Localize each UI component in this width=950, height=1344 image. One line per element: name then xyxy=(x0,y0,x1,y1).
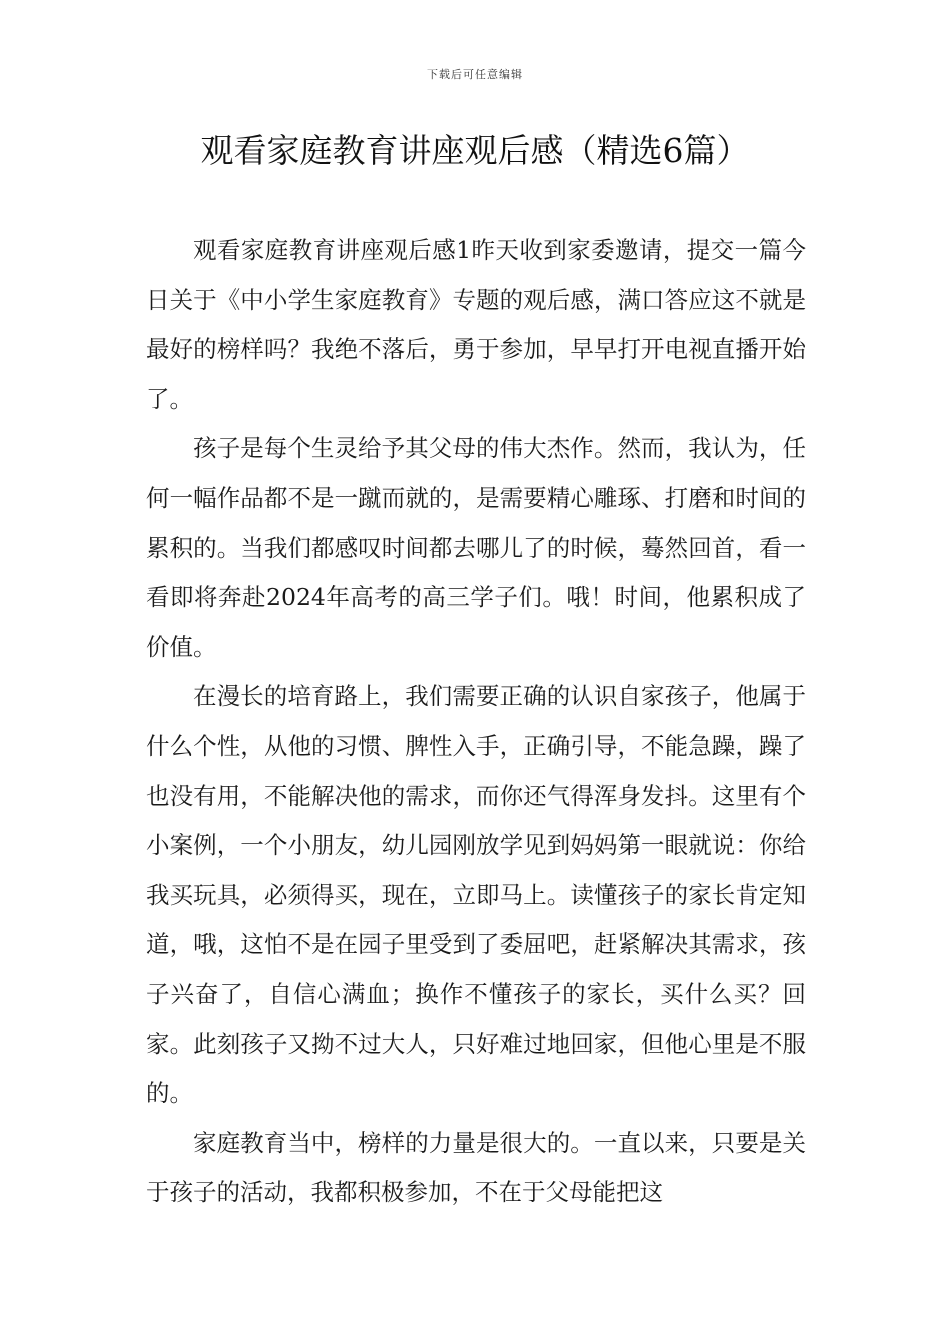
page-title: 观看家庭教育讲座观后感（精选6篇） xyxy=(200,131,750,170)
paragraph: 家庭教育当中，榜样的力量是很大的。一直以来，只要是关于孩子的活动，我都积极参加，不在于父母能把这 xyxy=(146,1128,806,1207)
document-body xyxy=(146,226,806,1218)
paragraph: 孩子是每个生灵给予其父母的伟大杰作。然而，我认为，任何一幅作品都不是一蹴而就的，是需要精心雕琢、打磨和时间的累积的。当我们都感叹时间都去哪儿了的时候，蓦然回首，看一看即将奔赴2024年高考的高三学子们。哦！时间，他累积成了价值。 xyxy=(146,434,806,661)
paragraph: 在漫长的培育路上，我们需要正确的认识自家孩子，他属于什么个性，从他的习惯、脾性入手，正确引导，不能急躁，躁了也没有用，不能解决他的需求，而你还气得浑身发抖。这里有个小案例，一个小朋友，幼儿园刚放学见到妈妈第一眼就说：你给我买玩具，必须得买，现在，立即马上。读懂孩子的家长肯定知道，哦，这怕不是在园子里受到了委屈吧，赶紧解决其需求，孩子兴奋了，自信心满血；换作不懂孩子的家长，买什么买？回家。此刻孩子又拗不过大人，只好难过地回家，但他心里是不服的。 xyxy=(146,682,806,1108)
header-note: 下载后可任意编辑 xyxy=(427,68,523,81)
paragraph: 观看家庭教育讲座观后感1昨天收到家委邀请，提交一篇今日关于《中小学生家庭教育》专题的观后感，满口答应这不就是最好的榜样吗？我绝不落后，勇于参加，早早打开电视直播开始了。 xyxy=(146,236,806,413)
